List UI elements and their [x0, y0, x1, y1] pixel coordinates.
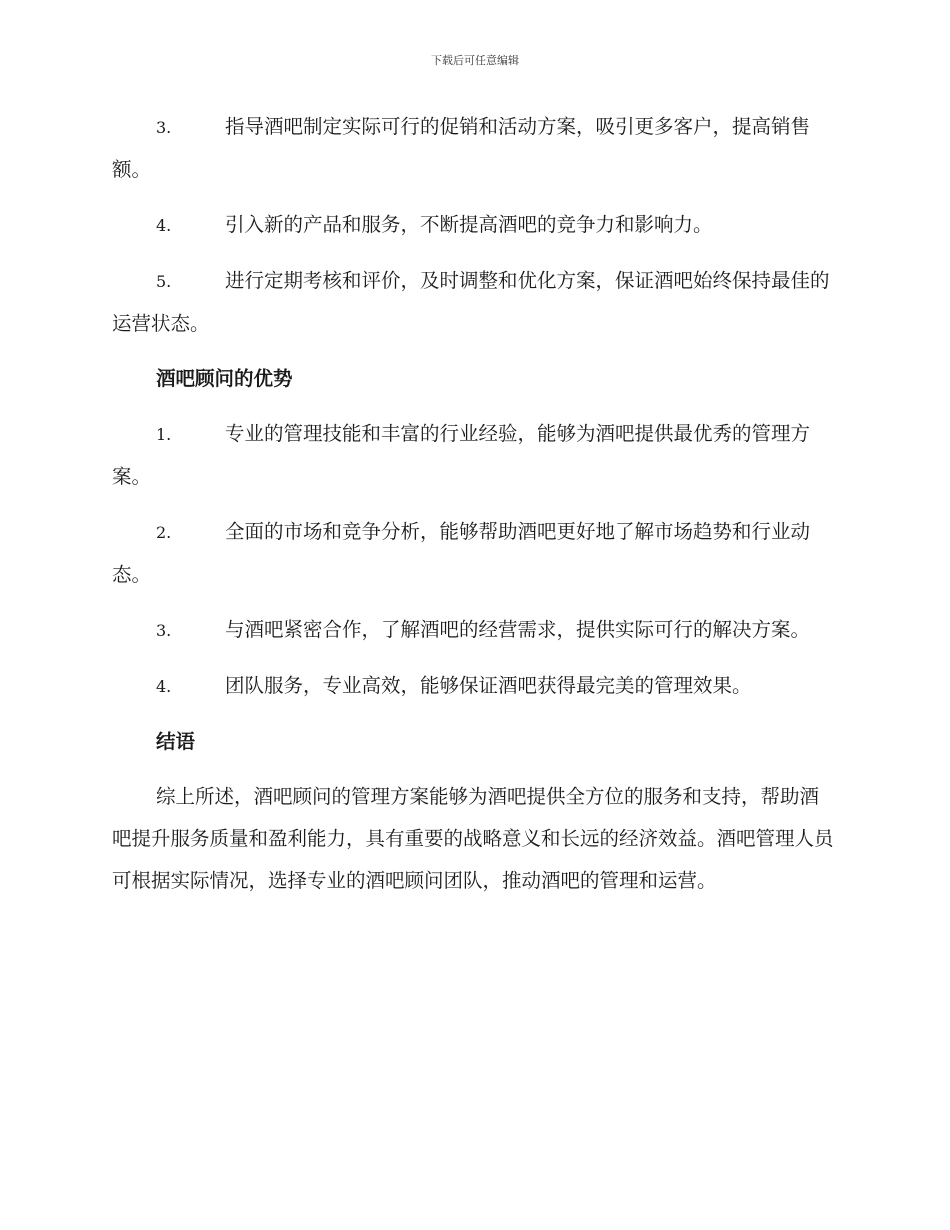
list-item-number: 3. [156, 118, 172, 137]
list-item-number: 2. [156, 523, 172, 542]
list-item [112, 204, 836, 247]
page-header-note: 下载后可任意编辑 [431, 54, 519, 67]
list-item [112, 260, 836, 345]
list-item-text: 专业的管理技能和丰富的行业经验，能够为酒吧提供最优秀的管理方案。 [112, 422, 811, 488]
list-item-text: 引入新的产品和服务，不断提高酒吧的竞争力和影响力。 [225, 213, 713, 236]
list-item-number: 4. [156, 216, 172, 235]
list-item-number: 4. [156, 677, 172, 696]
list-item-text: 团队服务，专业高效，能够保证酒吧获得最完美的管理效果。 [225, 674, 752, 697]
document-body [112, 106, 836, 902]
list-item [112, 511, 836, 596]
list-item-text: 进行定期考核和评价，及时调整和优化方案，保证酒吧始终保持最佳的运营状态。 [112, 269, 830, 335]
list-item-number: 3. [156, 621, 172, 640]
section-heading-advantages: 酒吧顾问的优势 [156, 367, 293, 390]
list-item-text: 与酒吧紧密合作，了解酒吧的经营需求，提供实际可行的解决方案。 [225, 618, 811, 641]
list-item-text: 指导酒吧制定实际可行的促销和活动方案，吸引更多客户，提高销售额。 [112, 115, 811, 181]
list-item [112, 609, 836, 652]
section-heading-conclusion: 结语 [156, 730, 196, 753]
list-item-text: 全面的市场和竞争分析，能够帮助酒吧更好地了解市场趋势和行业动态。 [112, 520, 811, 586]
list-item-number: 5. [156, 272, 172, 291]
list-item-number: 1. [156, 425, 172, 444]
list-item [112, 665, 836, 708]
list-item [112, 106, 836, 191]
list-item [112, 413, 836, 498]
conclusion-paragraph: 综上所述，酒吧顾问的管理方案能够为酒吧提供全方位的服务和支持，帮助酒吧提升服务质量和盈利能力，具有重要的战略意义和长远的经济效益。酒吧管理人员可根据实际情况，选择专业的酒吧顾问团队，推动酒吧的管理和运营。 [112, 785, 834, 892]
